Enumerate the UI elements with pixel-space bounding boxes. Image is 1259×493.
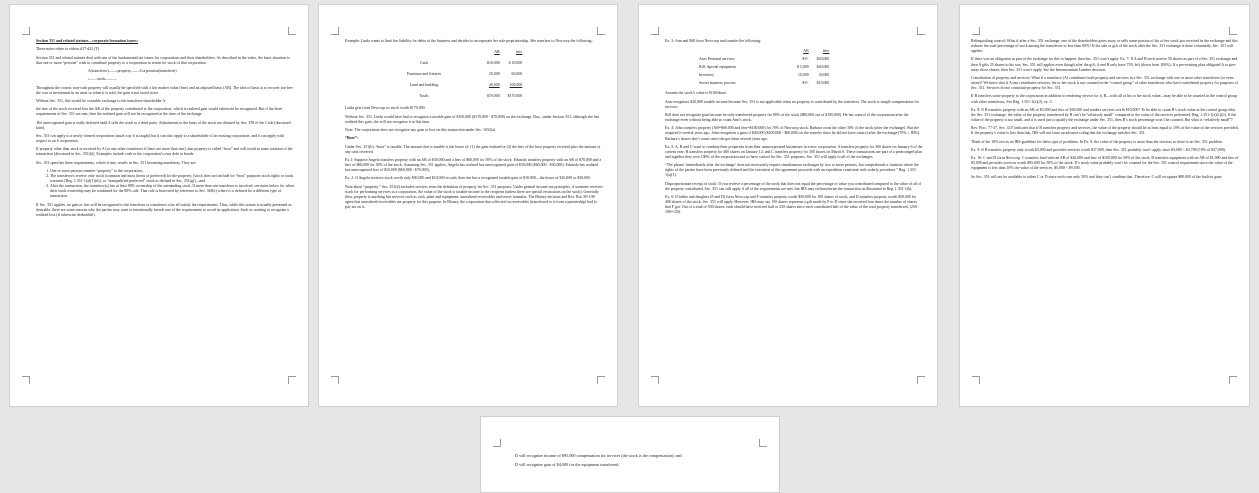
table-cell: $170,000	[507, 94, 523, 99]
document-page-3	[638, 4, 938, 407]
margin-mark	[288, 27, 296, 35]
page-text	[515, 453, 759, 471]
paragraph: Ex. 2: If Angela receives stock worth only $50,000 and $10,000 in cash, then she has a recognized taxable gain of $10,000—the lesser of $10,000 or $30,000.	[345, 176, 591, 181]
margin-mark	[651, 376, 659, 384]
paragraph: Ex.1: Suppose Angela transfers property with an AB of $30,000 and a fmv of $60,000 for 50% of the stock. Eduardo transfers property with an AB of $70,000 and a fmv of $60,000 for 50% of the stock. Assuming Sec. 351 applies, Angela has realized but unrecognized gain of $30,000 ($60,000 - $30,000). Eduardo has realized but unrecognized loss of $10,000 ($60,000 - $70,000).	[345, 157, 602, 173]
paragraph: ‹——stock———	[88, 77, 117, 82]
column-header: fmv	[515, 50, 523, 55]
margin-mark	[1229, 27, 1237, 35]
margin-mark	[1229, 376, 1237, 384]
margin-mark	[917, 27, 925, 35]
paragraph: Rev. Proc. 77-37, Sec. 3.07 indicates that if B transfers property and services, the value of the property should be at least equal to 10% of the value of the services provided. If the property’s value is less than that, IRS will not issue an advance ruling that the exchange satisfies Sec. 351.	[971, 126, 1239, 136]
paragraph: Ex. 6: If father and daughter (F and D) form Newcorp and F transfers property worth $50,000 for 100 shares of stock, and D transfers property worth $50,000 for 400 shares of the stock, Sec. 351 will apply. However, IRS may say 150 shares represent a gift made by F to D since she received four times the number of shares that F got. Out of a total of 500 shares, each should have received half or 250 shares since each contributed half of the value of the total property transferred. (250 - 100=150).	[665, 195, 920, 215]
paragraph: If there was an obligation as part of the exchange for this to happen, then Sec. 351 won’t apply. Ex. 7: If A and B each receive 50 shares as part of a Sec. 351 exchange and then A gifts 25 shares to his son, Sec. 351 still applies even though after the gift, A and B only have 75% left (down from 100%). If a pre-existing plan obligated A to give away those shares, then Sec. 351 won’t apply. See the Intermountain Lumber decision.	[971, 57, 1238, 72]
table-cell: $ 5,000	[797, 64, 809, 69]
margin-mark	[597, 27, 605, 35]
table-cell: Cash	[420, 61, 428, 66]
document-page-2	[318, 4, 618, 407]
paragraph: Ex. 8: If B transfers property with an AB of $3,000 and fmv of $30,000 and renders services worth $10,000? To be able to count B’s stock value in the control group after the Sec. 351 exchange, the value of the property transferred by B can’t be “relatively small” compared to the value of the services performed. Reg. 1.351-1(a)(1)(ii). If the value of the property is too small, and it is used just to qualify the exchange under Sec. 351, then B’s stock percentage won’t be counted. But what is “relatively small”?	[971, 107, 1237, 122]
margin-mark	[22, 376, 30, 384]
paragraph: Note about “property:” Sec. 351(d) excludes services from the definition of property for Sec. 351 purposes. Under general income tax principles, if someone receives stock for performing services to a corporation, the value of the stock is taxable income to the recipient (unless there are special restrictions on the stock). Generally then, property is anything but services such as cash, plant and equipment, unrealized receivables and secret formulas. The Blonzy decision and Rev. Rul. 80-198 agree that unrealized receivables are property for this purpose. In Blonzy, the corporation that collected on receivables (transferred to it from a partnership) had to pay tax on it.	[345, 184, 603, 209]
section-heading: Section 351 and related statutes—corporate formation issues:	[36, 39, 138, 43]
paragraph: Ex. 10: C and D form Newcorp. C transfers land with an AB of $20,000 and fmv of $100,000 for 50% of the stock. D transfers equipment with an AB of $1,000 and fmv of $5,000 and provides services worth $95,000 for 50% of the stock. D’s stock value probably won’t be counted for the Sec. 351 control requirement since the value of the equipment is less than 10% the value of the services. $5,000 < $9,500.	[971, 156, 1239, 171]
paragraph: the fmv of the stock received less the AB of the property contributed to the corporation, which is realized gain would otherwise be recognized. But if the three requirements of Sec. 351 are met, then the realized gain will not be recognized at the time of the exchange.	[36, 107, 283, 117]
document-page-1	[9, 4, 309, 407]
column-header	[365, 47, 483, 58]
table-cell: Furniture and fixtures	[407, 72, 441, 77]
paragraph: Think of the 10% test as an IRS guideline for these type of problems. In Ex. 8, the value of the property is more than the services so there is no Sec. 351 problem.	[971, 139, 1223, 144]
paragraph: Assume the stock’s value is $100/share.	[665, 91, 728, 96]
margin-mark	[917, 376, 925, 384]
table-cell: $ 10,000	[508, 61, 523, 66]
column-header: AB	[803, 48, 809, 53]
table-cell: 20,000	[488, 72, 500, 77]
page-text	[971, 39, 1241, 183]
table-cell: $10,000	[816, 80, 830, 85]
paragraph: Ex. 9: If B transfers property only worth $3,000 and provides services worth $37,000, then Sec. 351 probably won’t apply since $3,000 < $3,700 (10% of $37,000).	[971, 147, 1227, 152]
table-row	[695, 55, 833, 63]
table-cell: Totals	[419, 94, 429, 99]
paragraph: The unrecognized gain is really deferred until A sells the stock to a third party. Adjustments to the basis of the stock are dictated by Sec. 358 of the Code [discussed later].	[36, 120, 291, 130]
paragraph: Ex. 5: A, B and C want to combine their properties from their unincorporated businesses in a new corporation. A transfers property for 300 shares on January 6 of the current year; B transfers property for 400 shares on January 12; and C transfers property for 300 shares on March 6. These transactions are part of a prearranged plan and together they own 100% of the corporation and so have control for Sec. 351 purposes. Sec. 351 will apply to all of the exchanges.	[665, 144, 923, 159]
table-cell: Land and building	[409, 83, 439, 88]
paragraph: Section 351 and related statutes deal with one of the fundamental tax issues for corporations and their shareholders. As described in the video, the basic situation is that one or more “persons” wish to contribute property to a corporation in return for stock of that corporation.	[36, 55, 290, 65]
paragraph: Under Sec. 351(b), “boot” is taxable. The amount that is taxable is the lesser of: (1) the gain realized or (2) the fmv of the boot property received plus the amount of any cash received.	[345, 144, 601, 154]
paragraph: Ex. 4: John transfers property (AB=$60,000 and fmv=$100,000) for 70% of Newcorp stock. Barbara owns the other 30% of the stock (after the exchange). But she acquired it several years ago. John recognizes a gain of $40,000 ($100,000 - $60,000) on the transfer since he did not have control after the exchange (70% < 80%). Barbara’s shares don’t count since she got them several years ago.	[665, 126, 921, 141]
paragraph: Sec. 351 specifies three requirements, which if met, results in Sec. 351 becoming mandatory. They are:	[36, 160, 197, 165]
table-header-row	[695, 47, 833, 55]
paragraph: Without Sec. 351, this would be a taxable exchange to the transferor-shareholder A:	[36, 98, 167, 103]
paragraph: Disproportionate receipt of stock: If you receive a percentage of the stock that does not equal the percentage of value you contributed compared to the value of all of the property contributed, Sec. 351 can still apply if all of the requirements are met, but IRS may recharacterize the transaction as illustrated in Reg. 1.351-1(b).	[665, 181, 922, 191]
table-cell: Bill: Special equipment	[699, 64, 736, 69]
transfer-table	[695, 47, 833, 87]
margin-mark	[493, 439, 501, 447]
margin-mark	[331, 27, 339, 35]
table-row	[365, 69, 526, 80]
paragraph: Without Sec. 351, Linda would have had to recognize a taxable gain of $100,000 ($170,000 - $70,000) on the exchange. But—under Section 351, although she has realized this gain, she will not recognize it at this time.	[345, 114, 599, 124]
table-cell: $40,000	[816, 64, 830, 69]
paragraph: Contribution of property and services: What if a transferor (A) contributes both property and services in a Sec. 351 exchange with one or more other transferors (or even alone)? We know that if A just contributes services, his or her stock is not counted in the “control group” of other transferors who have contributed property for purposes of Sec. 351. Services do not constitute property for Sec. 351.	[971, 75, 1238, 91]
margin-mark	[972, 376, 980, 384]
paragraph: So Sec. 351 will not be available to either C or D since each own only 50% and they can’t combine that. Therefore: C will recognize $80,000 of the built-in gain;	[971, 174, 1223, 179]
column-header: fmv	[823, 48, 830, 53]
table-cell: $-0-	[802, 56, 809, 61]
margin-mark	[759, 439, 767, 447]
table-cell: $70,000	[487, 94, 500, 99]
requirements-list	[36, 169, 294, 200]
paragraph: If B transfers some property to the corporation in addition to rendering service for it, B—with all of his or her stock value—may be able to be counted in the control group with other transferors. See Reg. 1.351-1(a)(2), ex. 3.	[971, 94, 1237, 104]
margin-mark	[288, 376, 296, 384]
paragraph: Ann recognizes $20,000 taxable income because Sec. 351 is not applicable when no property is contributed by the transferor. The stock is simple compensation for services.	[665, 99, 919, 109]
paragraph: Throughout the course, non-cash property will usually be specified with a fair market value (fmv) and an adjusted basis (AB). The idea of basis is to recover tax-free the cost or investment in an asset so when it is sold, the gain is not taxed twice.	[36, 85, 293, 95]
table-cell: Ann: Personal services	[699, 56, 735, 61]
paragraph: D will recognize gain of $4,000 for the equipment transferred.	[515, 462, 620, 468]
table-row	[365, 91, 526, 102]
table-cell: 40,000	[488, 83, 500, 88]
paragraph: D will recognize income of $95,000 compensation for services (the stock is the compensation); and	[515, 453, 682, 458]
table-cell: 10,000	[797, 72, 809, 77]
paragraph: If property other than stock is received by A (or any other transferors if there are more than one), that property is called “boot” and will result in some taxation of the transaction [discussed in Sec. 351(b)]. Examples include cash or the corporation’s own debt or bonds.	[36, 147, 293, 157]
transfer-table	[365, 47, 526, 102]
column-header	[695, 47, 793, 55]
table-row	[695, 63, 833, 71]
page-text	[36, 39, 294, 221]
margin-mark	[597, 376, 605, 384]
paragraph: Bill does not recognize gain because he only transferred property for 80% of the stock ($80,000 out of $100,000). He has control of the corporation after the exchange even without being able to count Ann’s stock.	[665, 112, 909, 123]
paragraph: “Boot”:	[345, 136, 358, 141]
table-row	[695, 79, 833, 87]
column-header: AB	[494, 50, 500, 55]
table-row	[365, 80, 526, 91]
page-text	[665, 39, 923, 219]
table-cell: Inventory	[699, 72, 715, 77]
table-cell: $-0-	[802, 80, 809, 85]
list-item: 1. One or more persons transfer “property” to the corporation;	[50, 169, 294, 174]
paragraph: Ex. 3: Ann and Bill form Newcorp and transfer the following:	[665, 39, 762, 43]
paragraph: A(transferor)——›property——›Corporation(transferee)	[88, 68, 177, 73]
table-cell: 30,000	[818, 72, 830, 77]
table-cell: $20,000	[816, 56, 830, 61]
table-cell: $10,000	[487, 61, 500, 66]
table-row	[365, 58, 526, 69]
paragraph: Relinquishing control: What if after a Sec. 351 exchange, one of the shareholders gives away or sells some portion of his or her stock just received in the exchange and this reduces the total percentage of stock among the transferors to less than 80%? If the sale or gift of the stock after the Sec. 351 exchange is done voluntarily, Sec. 351 still applies.	[971, 39, 1238, 54]
margin-mark	[331, 376, 339, 384]
margin-mark	[22, 27, 30, 35]
paragraph: Linda gets from Newcorp its stock worth $170,000.	[345, 106, 426, 111]
paragraph: If Sec. 351 applies, no gain or loss will be recognized to the transferor or transferors who all satisfy the requirements. Thus, while this statute is usually presented as desirable, there are some reasons why the parties may want to intentionally breach one of the requirements to avoid its application. Such as wanting to recognize a realized loss (if otherwise deductible).	[36, 202, 292, 217]
paragraph: Note: The corporation does not recognize any gain or loss on this transaction under Sec. 1032(a).	[345, 127, 497, 132]
margin-mark	[651, 27, 659, 35]
paragraph: “The phrase ‘immediately after the exchange’ does not necessarily require simultaneous exchanges by two or more persons, but comprehends a situation where the rights of the parties have been previously defined and the execution of the agreement proceeds with an expedition consistent with orderly procedure.” Reg. 1.351-1(a)(1).	[665, 163, 919, 178]
table-cell: 100,000	[509, 83, 523, 88]
paragraph: Example: Linda wants to limit her liability for debts of the business and decides to incorporate her sole proprietorship. She transfers to Newcorp the following:	[345, 39, 593, 43]
paragraph: These notes relate to videos #17-#22 (T)	[36, 47, 100, 52]
list-item: 3. After the transaction, the transferor(s) has at least 80% ownership of the outstanding stock. If more than one transferor is involved, see notes below for when their stock ownership may be combined for the 80% rule. That rule is borrowed by reference to Sec. 368(c) where it is defined for a different type of transaction.	[50, 184, 294, 199]
table-header-row	[365, 47, 526, 58]
document-page-5	[480, 416, 780, 493]
document-page-4	[959, 4, 1250, 407]
margin-mark	[972, 27, 980, 35]
table-row	[695, 71, 833, 79]
table-cell: 60,000	[511, 72, 523, 77]
list-item: 2. The transferor/s receive only stock (common and most forms of preferred) for the property; [stock does not include for “boot” purposes stock rights or stock warrants (Reg. 1.351-1(a)(1)(ii)), or “nonqualified preferred” stock as defined in Sec. 351(g)]—and	[50, 174, 294, 184]
page-text	[345, 39, 603, 213]
table-cell: Secret business process	[699, 80, 736, 85]
paragraph: Sec. 351 can apply to a newly formed corporation (usual way it is taught) but it can also apply to a shareholder of an existing corporation, and it can apply with respect to an S corporation.	[36, 133, 285, 143]
